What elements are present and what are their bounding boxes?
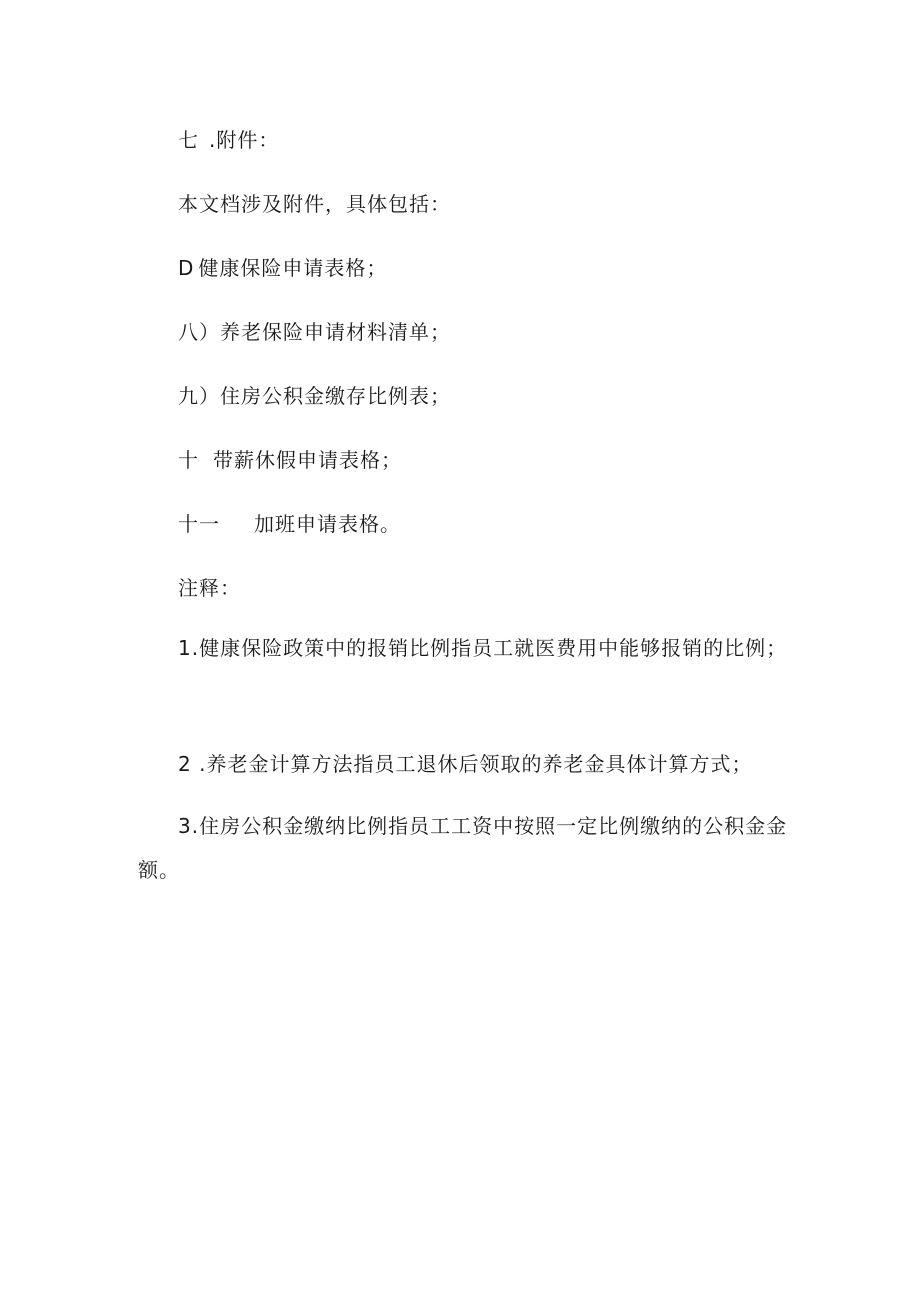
attachment-marker: 十一 [178,512,220,536]
attachment-text: 住房公积金缴存比例表； [220,384,451,408]
attachment-marker: 十 [178,448,199,472]
note-item [138,626,798,670]
note-item [138,742,798,786]
attachment-marker: D [178,256,195,280]
attachment-item [178,256,387,280]
attachment-marker: 八） [178,320,220,344]
attachment-marker: 九） [178,384,220,408]
notes-heading: 注释： [178,576,241,600]
note-text: 2 .养老金计算方法指员工退休后领取的养老金具体计算方式； [178,752,753,776]
section-heading [178,128,279,152]
attachment-item [178,448,402,472]
note-item [138,804,798,892]
attachment-text: 带薪休假申请表格； [213,448,402,472]
section-label: .附件： [209,128,280,152]
attachment-text: 加班申请表格。 [254,512,401,536]
note-text: 1.健康保险政策中的报销比例指员工就医费用中能够报销的比例； [178,636,788,660]
attachment-item [178,512,401,536]
attachments-intro: 本文档涉及附件，具体包括： [178,192,451,216]
section-number: 七 [178,128,199,152]
attachment-item [178,320,451,344]
attachment-text: 养老保险申请材料清单； [220,320,451,344]
note-text: 3.住房公积金缴纳比例指员工工资中按照一定比例缴纳的公积金金额。 [138,814,788,882]
attachment-item [178,384,451,408]
attachment-text: 健康保险申请表格； [198,256,388,280]
